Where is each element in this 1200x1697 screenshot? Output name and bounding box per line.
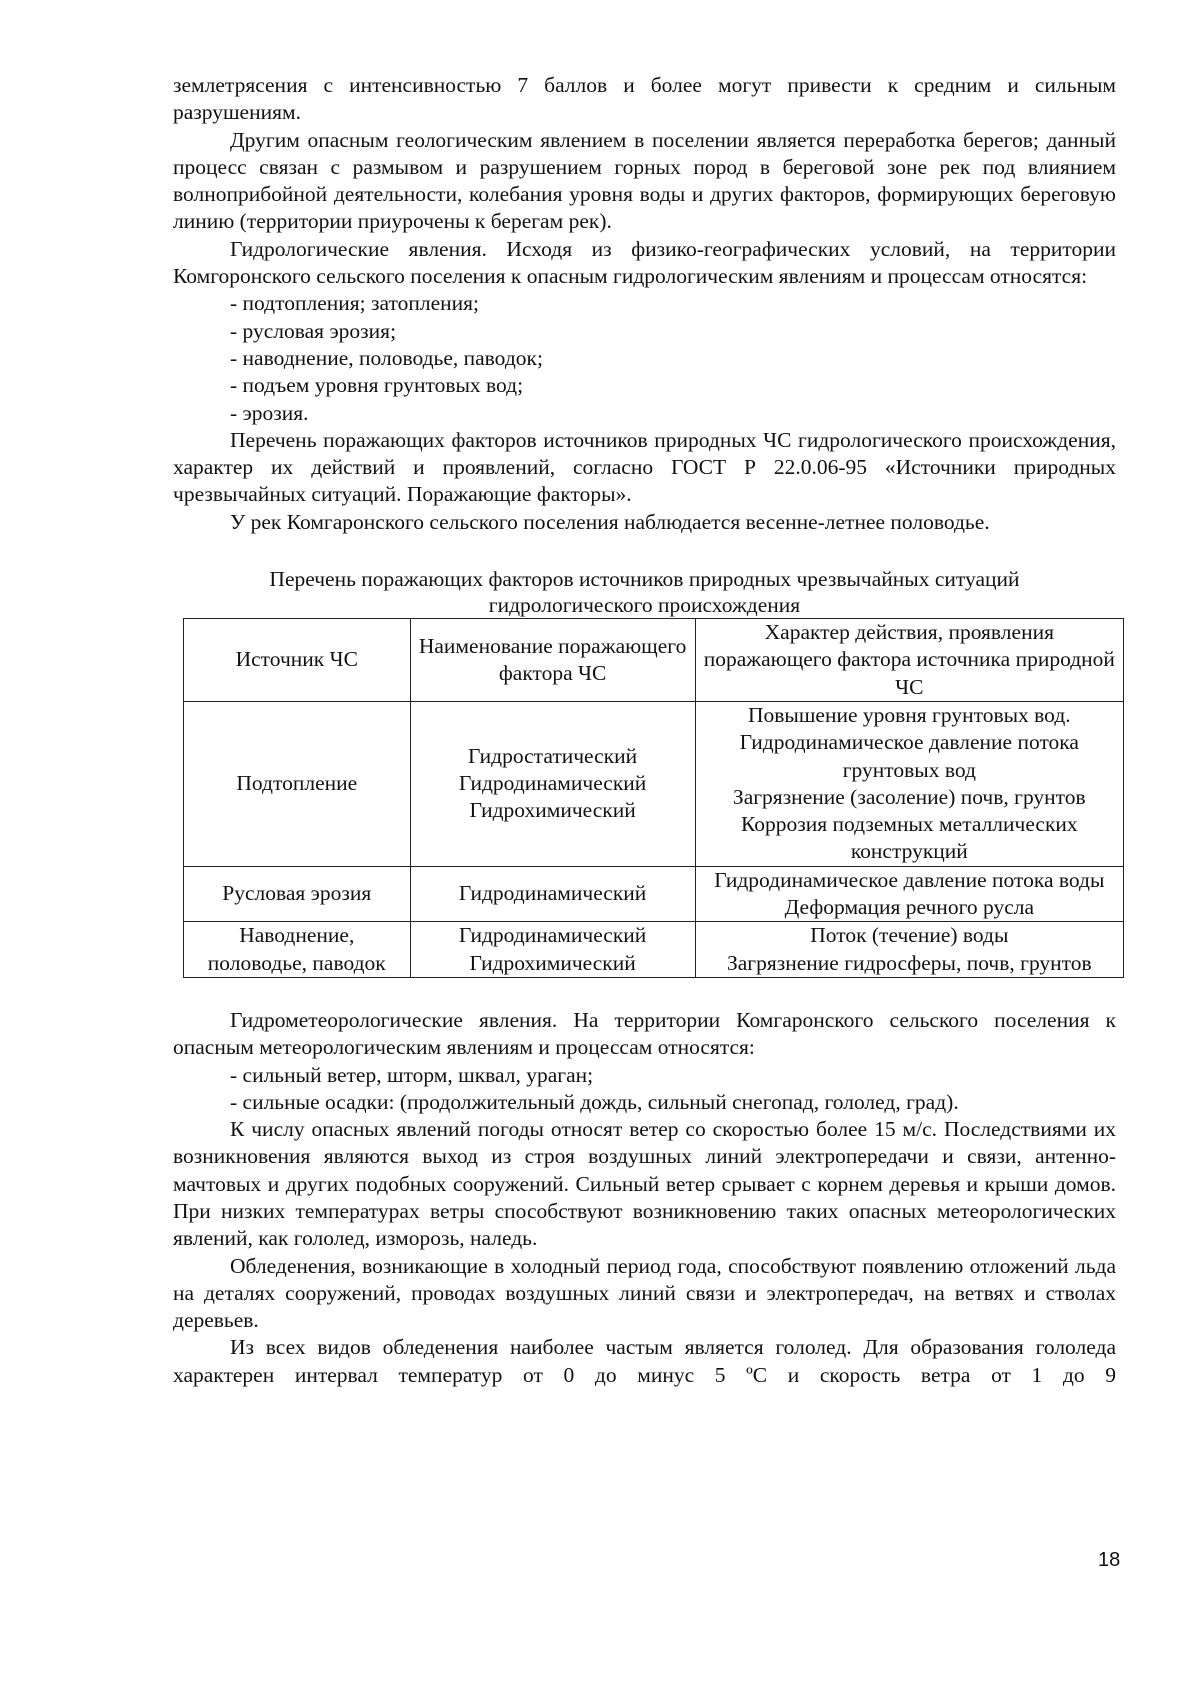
effect-item: Деформация речного русла	[784, 895, 1035, 920]
factor-item: Гидродинамический	[458, 771, 647, 796]
table-row	[184, 701, 1124, 866]
meteo-list	[173, 1062, 1116, 1117]
factor-item: Гидростатический	[468, 743, 638, 768]
paragraph-glaze: Из всех видов обледенения наиболее частым является гололед. Для образования гололеда характерен интервал температур от 0 до минус 5 ºС и скорость ветра от 1 до 9	[173, 1335, 1116, 1387]
list-item: - эрозия.	[230, 400, 309, 425]
paragraph-earthquake-line1: землетрясения с интенсивностью 7 баллов и более могут привести к средним и сильным	[173, 73, 1116, 97]
effect-item: Гидродинамическое давление потока воды	[714, 867, 1105, 892]
document-page	[173, 72, 1116, 1389]
cell-effects	[695, 701, 1123, 866]
effect-item: Коррозия подземных металлических конструкций	[740, 812, 1078, 864]
table-row	[184, 922, 1124, 978]
effect-item: Загрязнение (засоление) почв, грунтов	[732, 784, 1086, 809]
factor-item: Гидродинамический	[458, 923, 647, 948]
paragraph-hydrometeorological: Гидрометеорологические явления. На территории Комгаронского сельского поселения к опасным метеорологическим явлениям и процессам относятся:	[173, 1007, 1116, 1060]
paragraph-icing: Обледенения, возникающие в холодный период года, способствуют появлению отложений льда на деталях сооружений, проводах воздушных линий связи и электропередач, на ветвях и стволах деревьев.	[173, 1253, 1116, 1333]
list-item: - сильный ветер, шторм, шквал, ураган;	[230, 1062, 594, 1087]
effect-item: Поток (течение) воды	[810, 923, 1009, 948]
list-item: - сильные осадки: (продолжительный дождь, сильный снегопад, гололед, град).	[230, 1089, 959, 1114]
paragraph-flood-season: У рек Комгаронского сельского поселения наблюдается весенне-летнее половодье.	[230, 509, 990, 534]
factor-item: Гидродинамический	[458, 881, 647, 906]
cell-factors	[410, 922, 695, 978]
header-source: Источник ЧС	[184, 619, 411, 702]
paragraph-gost-reference: Перечень поражающих факторов источников природных ЧС гидрологического происхождения, характер их действий и проявлений, согласно ГОСТ Р 22.0.06-95 «Источники природных чрезвычайных ситуаций. Поражающие факторы».	[173, 427, 1116, 507]
cell-source: Подтопление	[184, 701, 411, 866]
factor-item: Гидрохимический	[469, 950, 636, 975]
effect-item: Гидродинамическое давление потока грунтовых вод	[739, 730, 1079, 782]
factor-item: Гидрохимический	[469, 798, 636, 823]
paragraph-earthquake-line2: разрушениям.	[173, 100, 301, 125]
hazard-factors-table	[183, 618, 1124, 978]
cell-factors	[410, 866, 695, 922]
cell-factors	[410, 701, 695, 866]
list-item: - подтопления; затопления;	[230, 291, 479, 316]
cell-effects	[695, 866, 1123, 922]
list-item: - русловая эрозия;	[230, 318, 397, 343]
paragraph-wind: К числу опасных явлений погоды относят ветер со скоростью более 15 м/с. Последствиями их возникновения являются выход из строя воздушных линий электропередачи и связи, антенно-мачтовых и других подобных сооружений. Сильный ветер срывает с корнем деревья и крыши домов. При низких температурах ветры способствуют возникновению таких опасных метеорологических явлений, как гололед, изморозь, наледь.	[173, 1117, 1116, 1251]
cell-source: Русловая эрозия	[184, 866, 411, 922]
cell-source: Наводнение, половодье, паводок	[184, 922, 411, 978]
list-item: - подъем уровня грунтовых вод;	[230, 373, 524, 398]
table-caption-line1: Перечень поражающих факторов источников природных чрезвычайных ситуаций	[269, 567, 1020, 592]
header-factor: Наименование поражающего фактора ЧС	[410, 619, 695, 702]
table-row	[184, 866, 1124, 922]
cell-effects	[695, 922, 1123, 978]
page-number: 18	[1098, 1549, 1121, 1571]
list-item: - наводнение, половодье, паводок;	[230, 345, 543, 370]
effect-item: Загрязнение гидросферы, почв, грунтов	[726, 950, 1092, 975]
header-effect: Характер действия, проявления поражающего фактора источника природной ЧС	[695, 619, 1123, 702]
table-caption	[173, 566, 1116, 618]
paragraph-shore-erosion: Другим опасным геологическим явлением в поселении является переработка берегов; данный процесс связан с размывом и разрушением горных пород в береговой зоне рек под влиянием волноприбойной деятельности, колебания уровня воды и других факторов, формирующих береговую линию (территории приурочены к берегам рек).	[173, 127, 1116, 234]
paragraph-hydrological: Гидрологические явления. Исходя из физико-географических условий, на территории Комгоронского сельского поселения к опасным гидрологическим явлениям и процессам относятся:	[173, 236, 1116, 289]
table-caption-line2: гидрологического происхождения	[488, 593, 801, 618]
hydro-list	[173, 290, 1116, 426]
effect-item: Повышение уровня грунтовых вод.	[747, 702, 1071, 727]
table-header-row	[184, 619, 1124, 702]
